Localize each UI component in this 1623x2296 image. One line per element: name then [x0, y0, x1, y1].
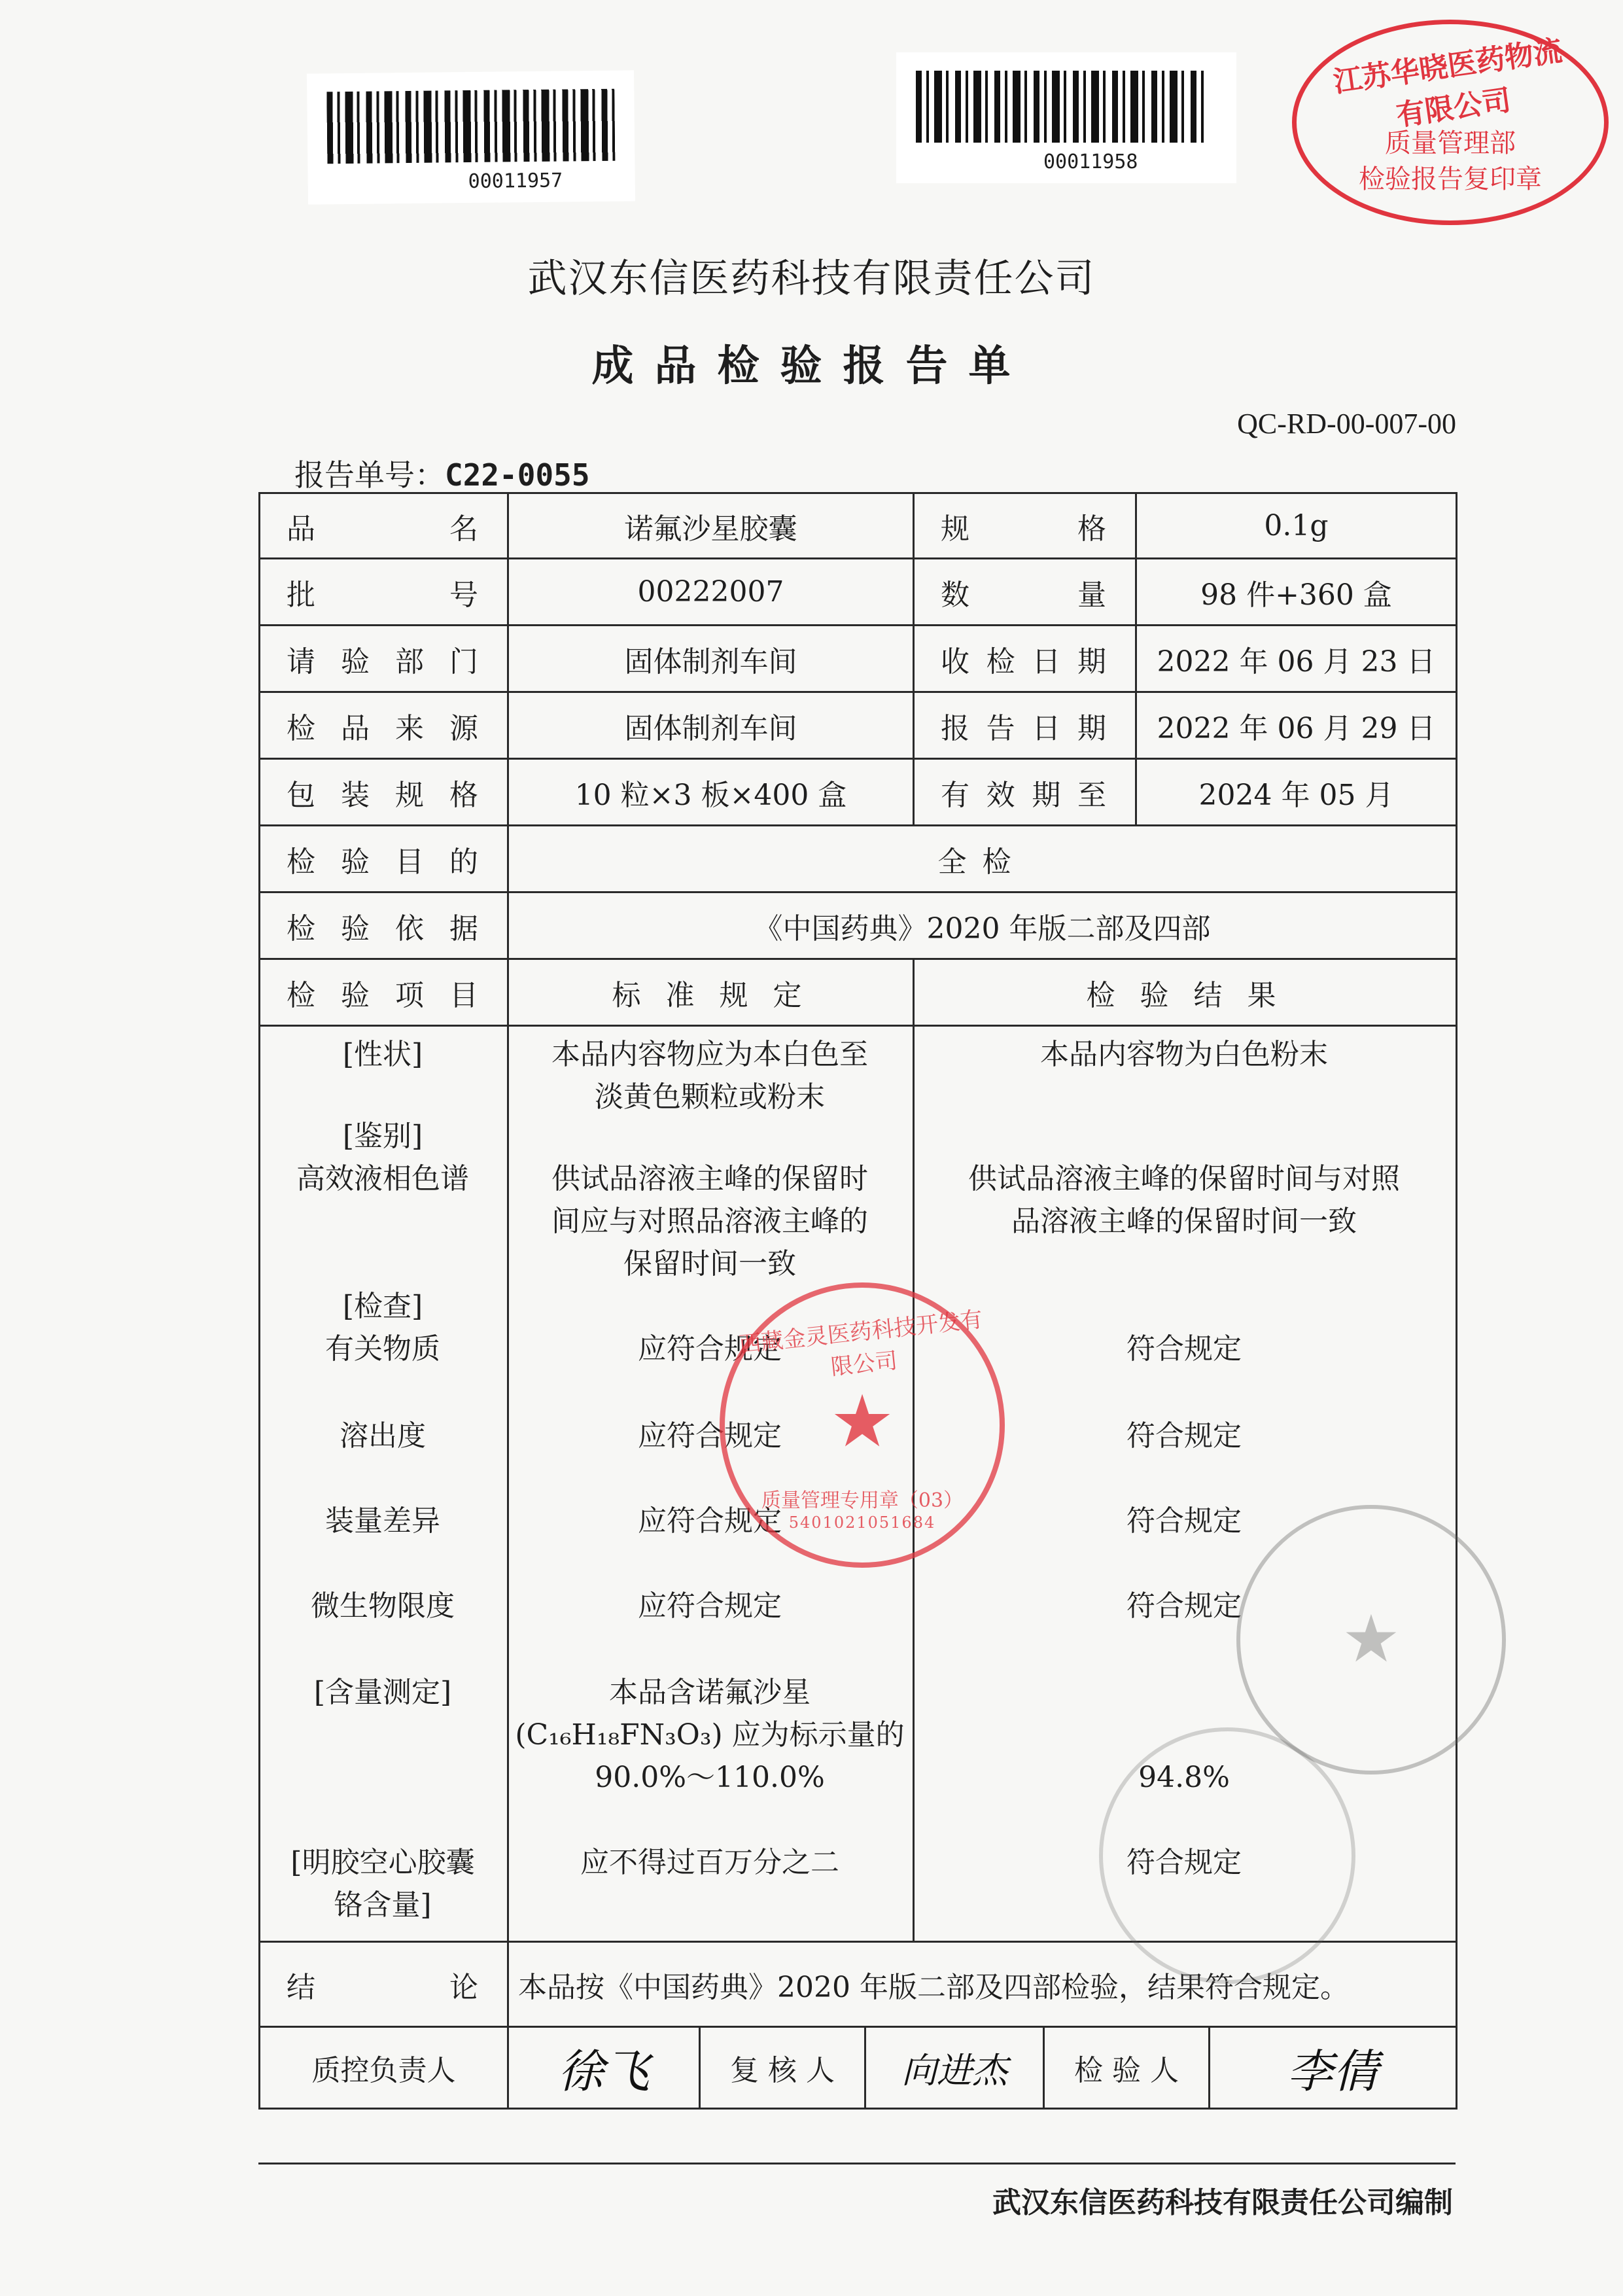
std-assay-1: 本品含诺氟沙星 — [609, 1676, 811, 1709]
res-chrome: 符合规定 — [1126, 1846, 1242, 1879]
expiry-label: 有效期至 — [914, 759, 1136, 826]
item-tests: [检查] — [342, 1290, 423, 1323]
std-micro: 应符合规定 — [638, 1589, 782, 1623]
std-assay-3: 90.0%～110.0% — [595, 1761, 825, 1794]
recv-date-label: 收检日期 — [914, 626, 1136, 692]
item-assay: [含量测定] — [313, 1676, 452, 1709]
recv-date-value: 2022 年 06 月 23 日 — [1136, 626, 1457, 692]
res-micro: 符合规定 — [1126, 1589, 1242, 1623]
std-dissolution: 应符合规定 — [638, 1419, 782, 1453]
name-label: 品名 — [260, 493, 508, 559]
report-number-label: 报告单号： — [294, 457, 445, 493]
item-hplc: 高效液相色谱 — [296, 1162, 469, 1195]
stamp-top-line1: 质量管理部 — [1385, 128, 1516, 158]
inspector-label: 检 验 人 — [1043, 2028, 1210, 2108]
std-hplc-2: 间应与对照品溶液主峰的 — [551, 1205, 868, 1238]
res-hplc-1: 供试品溶液主峰的保留时间与对照 — [968, 1162, 1400, 1195]
item-micro: 微生物限度 — [311, 1589, 455, 1623]
conclusion-text: 本品按《中国药典》2020 年版二部及四部检验，结果符合规定。 — [508, 1942, 1457, 2027]
barcode-right — [896, 52, 1236, 183]
source-label: 检品来源 — [260, 692, 508, 759]
std-weight: 应符合规定 — [638, 1504, 782, 1538]
std-chrome: 应不得过百万分之二 — [580, 1846, 839, 1879]
batch-value: 00222007 — [508, 559, 914, 626]
qty-value: 98 件+360 盒 — [1136, 559, 1457, 626]
basis-value: 《中国药典》2020 年版二部及四部 — [508, 892, 1457, 959]
res-assay: 94.8% — [1138, 1761, 1230, 1794]
purpose-label: 检验目的 — [260, 826, 508, 892]
barcode-right-bars — [916, 71, 1204, 143]
spec-label: 规格 — [914, 493, 1136, 559]
item-chrome-1: [明胶空心胶囊 — [290, 1846, 475, 1879]
barcode-right-number: 00011958 — [1043, 150, 1138, 173]
barcode-left — [307, 70, 635, 204]
pack-value: 10 粒×3 板×400 盒 — [508, 759, 914, 826]
barcode-left-number: 00011957 — [468, 169, 563, 194]
stamp-middle-number: 5401021051684 — [788, 1513, 936, 1532]
std-hplc-1: 供试品溶液主峰的保留时 — [551, 1162, 868, 1195]
footer-compiler: 武汉东信医药科技有限责任公司编制 — [992, 2186, 1453, 2219]
review-signature: 向进杰 — [901, 2049, 1007, 2091]
basis-label: 检验依据 — [260, 892, 508, 959]
res-dissolution: 符合规定 — [1126, 1419, 1242, 1453]
std-related: 应符合规定 — [638, 1332, 782, 1366]
stamp-top-line2: 检验报告复印章 — [1359, 164, 1542, 194]
product-name: 诺氟沙星胶囊 — [508, 493, 914, 559]
result-header: 检 验 结 果 — [914, 959, 1457, 1026]
items-label: 检验项目 — [260, 959, 508, 1026]
item-dissolution: 溶出度 — [340, 1419, 426, 1453]
stamp-top-right — [1292, 20, 1609, 225]
qc-signature: 徐飞 — [558, 2044, 650, 2098]
dept-value: 固体制剂车间 — [508, 626, 914, 692]
stamp-gray-upper — [1236, 1505, 1506, 1775]
purpose-value: 全检 — [508, 826, 1457, 892]
spec-value: 0.1g — [1136, 493, 1457, 559]
res-appearance: 本品内容物为白色粉末 — [1040, 1038, 1328, 1071]
std-appearance-2: 淡黄色颗粒或粉末 — [595, 1080, 825, 1114]
inspector-signature: 李倩 — [1287, 2044, 1379, 2098]
res-weight: 符合规定 — [1126, 1504, 1242, 1538]
footer-divider — [258, 2163, 1456, 2164]
item-related: 有关物质 — [325, 1332, 440, 1366]
report-title: 成品检验报告单 — [591, 342, 1032, 391]
report-date-value: 2022 年 06 月 29 日 — [1136, 692, 1457, 759]
stamp-gray-lower — [1099, 1727, 1355, 1984]
qty-label: 数量 — [914, 559, 1136, 626]
conclusion-label: 结论 — [260, 1942, 508, 2027]
company-name: 武汉东信医药科技有限责任公司 — [527, 256, 1096, 302]
report-date-label: 报告日期 — [914, 692, 1136, 759]
review-label: 复 核 人 — [699, 2028, 866, 2108]
stamp-middle-inner: 质量管理专用章（03） — [761, 1489, 964, 1512]
document-code: QC-RD-00-007-00 — [1237, 408, 1456, 440]
star-icon: ★ — [829, 1379, 895, 1463]
stamp-top-ring: 江苏华晓医药物流有限公司 — [1331, 34, 1565, 133]
item-identification: [鉴别] — [342, 1120, 423, 1153]
res-related: 符合规定 — [1126, 1332, 1242, 1366]
stamp-middle-ring: 西藏金灵医药科技开发有限公司 — [737, 1306, 984, 1381]
std-hplc-3: 保留时间一致 — [623, 1247, 796, 1280]
signature-row — [508, 2027, 1457, 2109]
item-appearance: [性状] — [342, 1038, 423, 1071]
std-appearance-1: 本品内容物应为本白色至 — [551, 1038, 868, 1071]
item-weight: 装量差异 — [325, 1504, 440, 1538]
dept-label: 请验部门 — [260, 626, 508, 692]
report-number-value: C22-0055 — [445, 457, 590, 493]
res-hplc-2: 品溶液主峰的保留时间一致 — [1011, 1205, 1357, 1238]
standard-header: 标 准 规 定 — [508, 959, 914, 1026]
star-icon: ★ — [1342, 1600, 1401, 1677]
batch-label: 批号 — [260, 559, 508, 626]
expiry-value: 2024 年 05 月 — [1136, 759, 1457, 826]
source-value: 固体制剂车间 — [508, 692, 914, 759]
stamp-middle — [720, 1282, 1005, 1568]
pack-label: 包装规格 — [260, 759, 508, 826]
std-assay-2: (C₁₆H₁₈FN₃O₃) 应为标示量的 — [515, 1718, 905, 1752]
barcode-left-bars — [326, 89, 615, 164]
item-chrome-2: 铬含量] — [334, 1888, 432, 1922]
report-number — [294, 451, 590, 495]
qc-label: 质控负责人 — [260, 2027, 508, 2109]
